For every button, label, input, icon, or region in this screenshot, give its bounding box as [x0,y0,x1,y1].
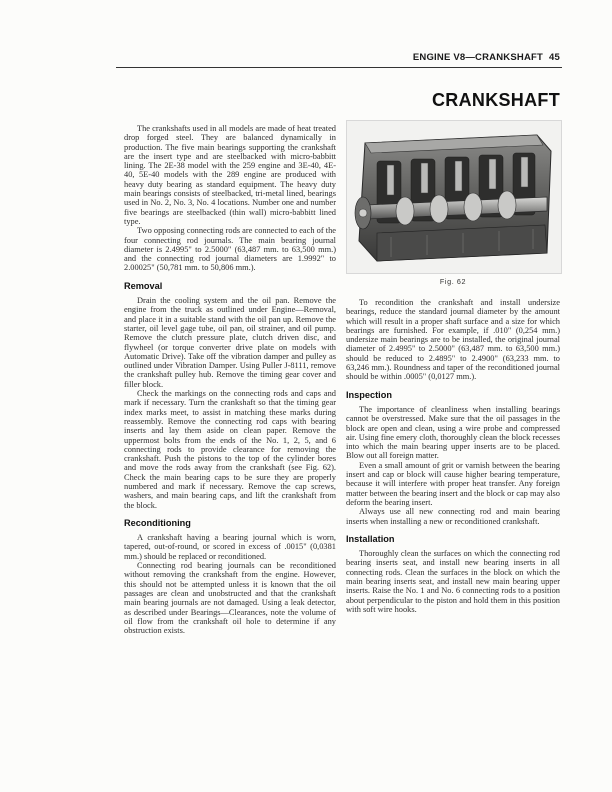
inspection-paragraph-3: Always use all new connecting rod and main bearing inserts when installing a new or reconditioned crankshaft. [346,507,560,526]
installation-paragraph-1: Thoroughly clean the surfaces on which the connecting rod bearing inserts seat, and install new bearing inserts in all connecting rods. Clean the surfaces in the block on which the main bearing inserts seat, and install new main bearing upper inserts. Raise the No. 1 and No. 6 connecting rods to a position about perpendicular to the piston and hold them in this position with soft wire hooks. [346,549,560,614]
running-header [413,52,560,63]
removal-heading: Removal [124,280,163,291]
inspection-paragraph-1: The importance of cleanliness when installing bearings cannot be overstressed. Make sure that the oil passages in the block are open and clean, using a wire probe and compressed air. Using fine emery cloth, thoroughly clean the block recesses into which the main bearing upper inserts are to be placed. Blow out all foreign matter. [346,404,560,461]
engine-block-photo-icon [347,121,561,273]
reconditioning-paragraph-1: A crankshaft having a bearing journal which is worn, tapered, out-of-round, or scored in excess of .0015" (0,0381 mm.) should be replaced or reconditioned. [124,533,336,561]
page-number: 45 [549,52,560,63]
intro-paragraph-1: The crankshafts used in all models are made of heat treated drop forged steel. They are balanced dynamically in production. The five main bearings supporting the crankshaft are the insert type and are steelbacked with micro-babbitt lining. The 2E-38 model with the 259 engine and 3E-40, 4E-40, 5E-40 models with the 289 engine are produced with heavy duty bearing as standard equipment. The heavy duty main bearings consists of steelbacked, tri-metal lined, bearings used in No. 2, No. 3, No. 4 locations. Number one and number five bearings are steelbacked (thin wall) micro-babbitt lined type. [124,124,336,226]
removal-paragraph-1: Drain the cooling system and the oil pan. Remove the engine from the truck as outlined under Engine—Removal, and place it in a suitable stand with the oil pan up. Remove the starter, oil level gage tube, oil pan, oil strainer, and oil pump. Remove the clutch pressure plate, clutch driven disc, and flywheel (or torque converter drive plate on models with Automatic Drive). Take off the vibration damper and pulley as outlined under Vibration Damper. Using Puller J-8111, remove the crankshaft pulley hub. Remove the timing gear cover and filler block. [124,296,336,389]
inspection-paragraph-2: Even a small amount of grit or varnish between the bearing insert and cap or block will cause higher bearing temperature, because it will interfere with proper heat transfer. Any foreign matter between the bearing insert and the block or cap may also deform the bearing insert. [346,460,560,507]
figure-caption: Fig. 62 [439,277,467,286]
installation-heading: Installation [346,533,395,544]
undersize-paragraph: To recondition the crankshaft and install undersize bearings, reduce the standard journal diameter by the amount which will result in a proper shaft surface and a size for which bearings are furnished. For example, if .010" (0,254 mm.) undersize main bearings are to be installed, the original journal diameter of 2.4995" to 2.5000" (63,487 mm. to 63,500 mm.) should be reduced to 2.4895" to 2.4900" (63,233 mm. to 63,246 mm.). Roundness and taper of the reconditioned journal should be within .0005" (0,0127 mm.). [346,298,560,382]
reconditioning-heading: Reconditioning [124,517,191,528]
page-title: CRANKSHAFT [432,90,560,110]
intro-paragraph-2: Two opposing connecting rods are connected to each of the four connecting rod journals. The main bearing journal diameter is 2.4995" to 2.5000" (63,487 mm. to 63,500 mm.) and the connecting rod journal diameters are 1.9992" to 2.00025" (50,781 mm. to 50,806 mm.). [124,226,336,273]
running-header-section: ENGINE V8—CRANKSHAFT [412,52,544,63]
figure-62 [346,120,562,274]
inspection-heading: Inspection [346,389,392,400]
left-column [124,124,336,635]
reconditioning-paragraph-2: Connecting rod bearing journals can be reconditioned without removing the crankshaft from the engine. However, this should not be attempted unless it is known that the oil passages are clean and unobstructed and that the crankshaft main bearing journals are not damaged. Using a leak detector, as described under Bearings—Clearances, note the volume of oil flow from the crankshaft oil hole to determine if any obstruction exists. [124,561,336,636]
right-column [346,298,560,614]
removal-paragraph-2: Check the markings on the connecting rods and caps and mark if necessary. Turn the crankshaft so that the timing gear index marks meet, to assist in matching these marks during reassembly. Remove the connecting rod caps with bearing inserts and lay them aside on clean paper. Remove the uppermost bolts from the ends of the No. 1, 2, 5, and 6 connecting rods to provide clearance for removing the crankshaft. Push the pistons to the top of the cylinder bores and move the rods away from the crankshaft (see Fig. 62). Check the main bearing caps to be sure they are properly numbered and mark if necessary. Remove the cap screws, washers, and main bearing caps, and lift the crankshaft from the block. [124,389,336,510]
header-rule [116,67,562,68]
